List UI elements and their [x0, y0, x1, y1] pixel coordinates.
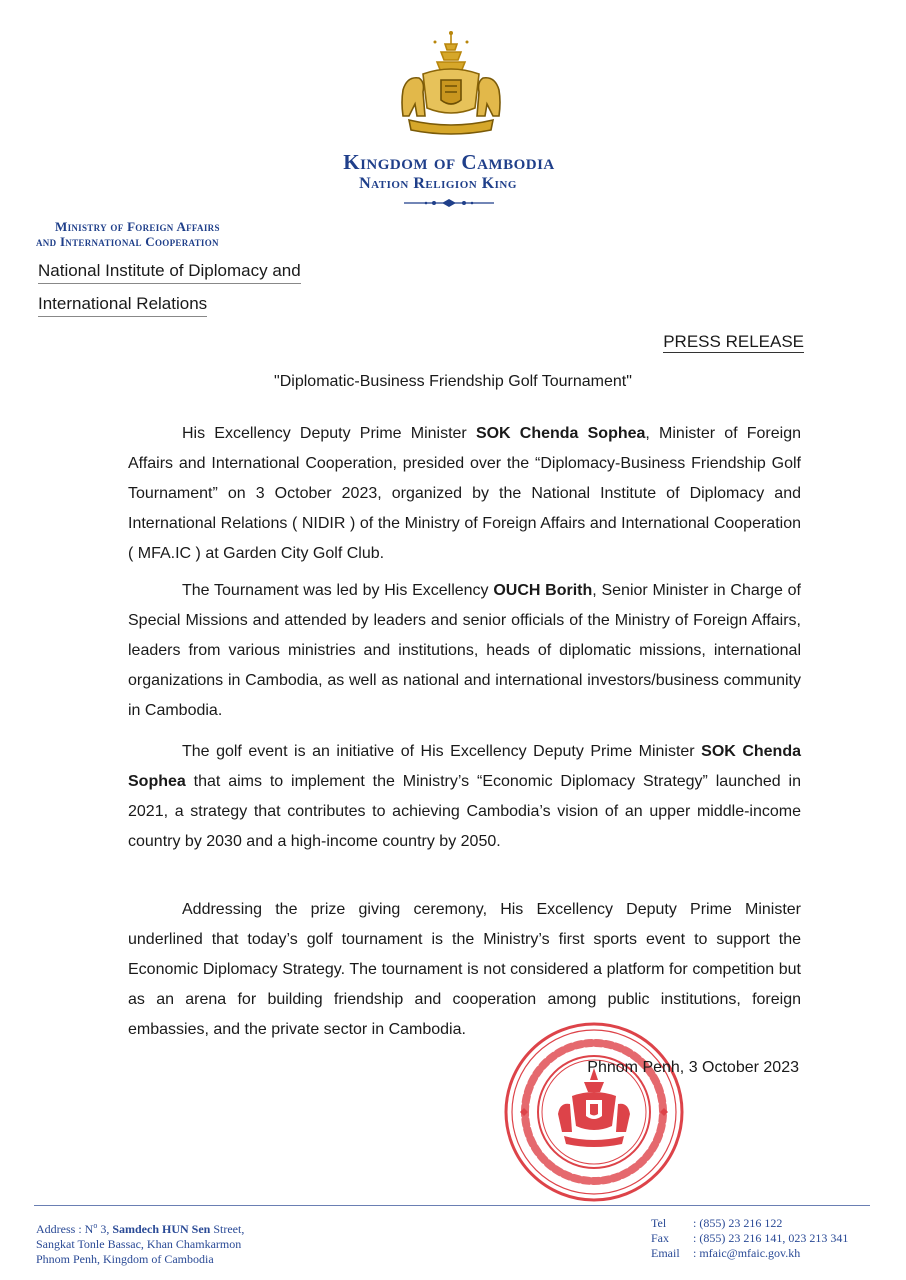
paragraph-1 [128, 419, 801, 569]
institute-name-line-1: National Institute of Diplomacy and [38, 261, 301, 284]
p4-text: Addressing the prize giving ceremony, His Excellency Deputy Prime Minister underlined that today’s golf tournament is the Ministry’s first sports event to support the Economic Diplomacy Strategy. The tournament is not considered a platform for competition but as an arena for building friendship and cooperation among public institutions, foreign embassies, and the private sector in Cambodia. [128, 901, 801, 1038]
footer-divider [34, 1205, 870, 1206]
royal-arms-emblem-icon [395, 30, 507, 140]
p1-text-start: His Excellency Deputy Prime Minister [182, 425, 476, 442]
p2-text-start: The Tournament was led by His Excellency [182, 582, 494, 599]
ornamental-divider-icon [402, 198, 496, 208]
p1-text-end: , Minister of Foreign Affairs and International Cooperation, presided over the “Diplomacy-Business Friendship Golf Tournament” on 3 October 2023, organized by the National Institute of Diplomacy and International Relations ( NIDIR ) of the Ministry of Foreign Affairs and International Cooperation ( MFA.IC ) at Garden City Golf Club. [128, 425, 801, 562]
address-line-3: Phnom Penh, Kingdom of Cambodia [36, 1252, 214, 1266]
national-motto: Nation Religion King [359, 175, 517, 192]
p2-bold-name: OUCH Borith [493, 582, 593, 599]
footer-fax: Fax : (855) 23 216 141, 023 213 341 [651, 1231, 849, 1245]
p1-bold-name: SOK Chenda Sophea [475, 425, 646, 442]
address-line-2: Sangkat Tonle Bassac, Khan Chamkarmon [36, 1237, 242, 1251]
p3-text-start: The golf event is an initiative of His Excellency Deputy Prime Minister [182, 743, 702, 760]
footer-email[interactable]: Email : mfaic@mfaic.gov.kh [651, 1246, 801, 1260]
footer-contacts [651, 1216, 848, 1261]
paragraph-2 [128, 576, 801, 726]
p2-text-end: , Senior Minister in Charge of Special Missions and attended by leaders and senior officials of the Ministry of Foreign Affairs, leaders from various ministries and institutions, heads of diplomatic missions, international organizations in Cambodia, as well as national and international investors/business community in Cambodia. [128, 582, 802, 719]
footer-tel: Tel : (855) 23 216 122 [651, 1216, 783, 1230]
place-and-date: Phnom Penh, 3 October 2023 [587, 1059, 799, 1076]
kingdom-title: Kingdom of Cambodia [343, 150, 555, 174]
paragraph-4 [128, 895, 801, 1045]
release-headline: "Diplomatic-Business Friendship Golf Tournament" [274, 373, 632, 390]
p3-bold-name: SOK Chenda Sophea [128, 743, 802, 790]
press-release-label: PRESS RELEASE [663, 332, 804, 351]
ministry-name-line-1: Ministry of Foreign Affairs [55, 219, 220, 234]
p3-text-end: that aims to implement the Ministry’s “Economic Diplomacy Strategy” launched in 2021, a strategy that contributes to achieving Cambodia’s vision of an upper middle-income country by 2030 and a high-income country by 2050. [128, 773, 801, 850]
footer-address [36, 1218, 244, 1267]
ministry-seal-stamp-icon [500, 1018, 688, 1206]
ministry-name-line-2: and International Cooperation [36, 234, 219, 249]
address-line-1: Address : $N^o$ 3, Samdech HUN Sen Street, [36, 1221, 245, 1236]
institute-name-line-2: International Relations [38, 294, 207, 317]
paragraph-3 [128, 737, 801, 857]
